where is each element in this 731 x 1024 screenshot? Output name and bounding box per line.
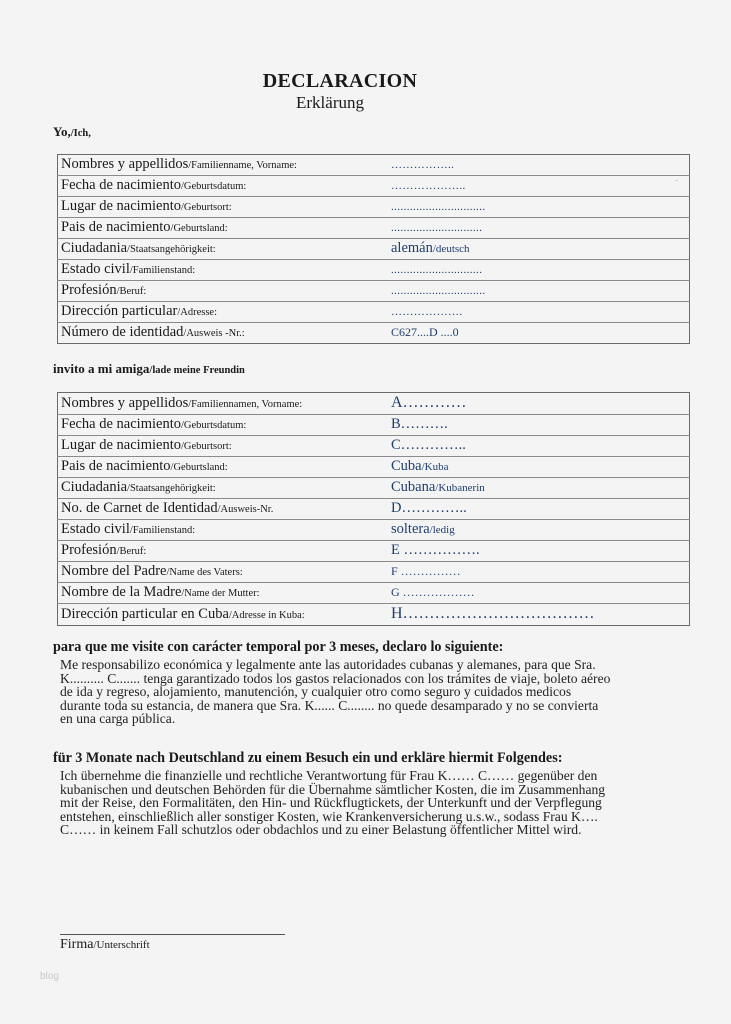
field-value-text: B………. [391,416,448,432]
section-de-body [60,769,700,837]
field-value[interactable] [388,457,690,478]
field-value-text: C………….. [391,437,466,453]
field-value-text: ............................. [391,222,483,234]
field-value-text: ……………….. [391,180,466,192]
field-value[interactable] [388,520,690,541]
field-value[interactable] [388,197,690,218]
field-value-text: …………….. [391,159,455,171]
table-row [58,302,690,323]
field-label-de: /Geburtsland: [170,462,228,473]
field-value[interactable] [388,176,690,197]
field-value[interactable] [388,478,690,499]
declarant-intro [53,124,91,140]
field-value-de: /Kubanerin [435,482,485,494]
paragraph-line: de ida y regreso, alojamiento, manutención, y cualquier otro como seguro y cuidados medicos [60,684,572,700]
field-label [58,478,389,499]
field-label-de: /Familiennamen, Vorname: [188,399,303,410]
table-row [58,323,690,344]
table-row [58,436,690,457]
paragraph-line: entstehen, einschließlich aller sonstiger Kosten, wie Krankenversicherung u.s.w., sodass Frau K…. [60,808,598,824]
field-value[interactable] [388,218,690,239]
invitee-intro-es: invito a mi amiga [53,361,150,376]
field-value-text: D………….. [391,500,467,516]
field-label [58,457,389,478]
field-value[interactable] [388,499,690,520]
field-value-text: E ……………. [391,542,480,558]
invitee-intro [53,361,245,377]
invitee-intro-de: /lade meine Freundin [149,365,245,376]
field-value[interactable] [388,436,690,457]
field-label [58,562,389,583]
field-label [58,260,389,281]
table-row [58,281,690,302]
field-label-de: /Familienstand: [129,265,196,276]
field-label-de: /Adresse: [177,307,218,318]
table-row [58,562,690,583]
paragraph-line: kubanischen und deutschen Behörden für die Übernahme sämtlicher Kosten, die im Zusammenhang [60,781,606,797]
declarant-intro-es: Yo, [53,124,71,139]
field-value[interactable] [388,415,690,436]
field-value-text: Cuba [391,458,422,474]
field-value-de: /ledig [429,524,455,536]
table-row [58,583,690,604]
field-label-de: /Geburtsdatum: [180,420,247,431]
field-label [58,218,389,239]
table-row [58,176,690,197]
field-label-de: /Geburtsdatum: [180,181,247,192]
field-value-text: .............................. [391,285,486,297]
field-label [58,604,389,626]
signature-label [60,937,150,953]
field-label-de: /Beruf: [116,286,147,297]
field-value[interactable] [388,541,690,562]
field-label [58,323,389,344]
field-value-text: H……………………………… [391,605,595,622]
field-label-es: Pais de nacimiento [61,458,171,474]
field-label [58,197,389,218]
field-value-text: G ……………… [391,585,475,599]
field-label [58,176,389,197]
paragraph-line: mit der Reise, den Formalitäten, den Hin- und Rückflugtickets, der Unterkunft und der Verpflegung [60,795,602,811]
invitee-table [57,392,690,626]
field-label-es: No. de Carnet de Identidad [61,500,218,516]
paragraph-line: durante toda su estancia, de manera que Sra. K...... C........ no quede desamparado y no se convierta [60,697,599,713]
field-label-de: /Ausweis-Nr. [217,504,274,515]
field-label-es: Fecha de nacimiento [61,416,181,432]
field-label-es: Dirección particular [61,303,178,319]
field-label-de: /Beruf: [116,546,147,557]
document-title: DECLARACION [262,70,418,92]
field-label-de: /Familienname, Vorname: [188,160,297,171]
field-label-de: /Familienstand: [129,525,196,536]
field-label-es: Lugar de nacimiento [61,437,181,453]
table-row [58,541,690,562]
table-row [58,415,690,436]
field-label [58,239,389,260]
field-value-de: /Kuba [421,461,449,473]
table-row [58,218,690,239]
declarant-table [57,154,690,344]
field-label-es: Lugar de nacimiento [61,198,181,214]
field-value[interactable] [388,323,690,344]
declarant-intro-de: /Ich, [70,128,91,139]
table-row [58,604,690,626]
field-value-text: ………………. [391,306,463,318]
field-label-de: /Geburtsort: [180,441,232,452]
field-label-de: /Ausweis -Nr.: [183,328,245,339]
field-label-es: Ciudadania [61,240,128,256]
field-value[interactable] [388,562,690,583]
field-label-es: Profesión [61,282,117,298]
field-value-text: A………… [391,394,467,411]
table-row [58,155,690,176]
field-label-de: /Geburtsland: [170,223,228,234]
field-label [58,520,389,541]
field-label-es: Número de identidad [61,324,184,340]
field-label [58,393,389,415]
field-value[interactable] [388,260,690,281]
signature-label-es: Firma [60,937,94,952]
field-label [58,436,389,457]
field-label [58,155,389,176]
signature-line [60,934,285,935]
field-label [58,541,389,562]
field-label-es: Ciudadania [61,479,128,495]
field-label [58,583,389,604]
section-es-body [60,658,700,726]
table-row [58,239,690,260]
field-label-es: Profesión [61,542,117,558]
table-row [58,393,690,415]
field-value[interactable] [388,302,690,323]
table-row [58,197,690,218]
field-value[interactable] [388,155,690,176]
field-label-es: Estado civil [61,261,130,277]
field-value[interactable] [388,393,690,415]
paragraph-line: Ich übernehme die finanzielle und rechtliche Verantwortung für Frau K…… C…… gegenüber den [60,768,598,783]
field-label-es: Nombres y appellidos [61,395,189,411]
field-label-es: Estado civil [61,521,130,537]
paragraph-line: en una carga pública. [60,711,176,727]
field-label-de: /Adresse in Kuba: [228,610,305,621]
field-value-text: Cubana [391,479,436,495]
field-value[interactable] [388,281,690,302]
field-label-es: Dirección particular en Cuba [61,606,229,622]
field-value-text: F …………… [391,564,461,578]
document-subtitle: Erklärung [296,93,364,112]
field-label-es: Fecha de nacimiento [61,177,181,193]
field-label-es: Nombres y appellidos [61,156,189,172]
paragraph-line: Me responsabilizo económica y legalmente ante las autoridades cubanas y alemanes, para que Sra. [60,657,596,672]
field-label [58,499,389,520]
field-value[interactable] [388,583,690,604]
field-label-de: /Name der Mutter: [181,588,260,599]
field-value-text: .............................. [391,201,486,213]
scan-speck [675,180,678,181]
field-value-text: ............................. [391,264,483,276]
table-row [58,520,690,541]
field-label [58,302,389,323]
section-de-heading: für 3 Monate nach Deutschland zu einem Besuch ein und erkläre hiermit Folgendes: [53,750,563,766]
field-label-es: Nombre del Padre [61,563,167,579]
table-row [58,260,690,281]
field-label-de: /Staatsangehörigkeit: [127,483,216,494]
field-label-es: Nombre de la Madre [61,584,182,600]
field-value-text: C627....D ....0 [391,325,459,339]
field-label [58,281,389,302]
field-label-de: /Name des Vaters: [166,567,243,578]
signature-label-de: /Unterschrift [93,939,150,951]
table-row [58,499,690,520]
field-label-es: Pais de nacimiento [61,219,171,235]
field-value-text: soltera [391,521,430,537]
field-value[interactable] [388,604,690,626]
watermark: blog [40,971,59,982]
paragraph-line: C…… in keinem Fall schutzlos oder obdachlos und zu einer Belastung öffentlicher Mittel wird. [60,822,582,838]
field-label [58,415,389,436]
paragraph-line: K.......... C....... tenga garantizado todos los gastos relacionados con los trámites de viaje, boleto aéreo [60,670,611,686]
table-row [58,457,690,478]
field-value-text: alemán [391,240,433,256]
field-value-de: /deutsch [432,243,470,255]
field-label-de: /Staatsangehörigkeit: [127,244,216,255]
field-value[interactable] [388,239,690,260]
field-label-de: /Geburtsort: [180,202,232,213]
table-row [58,478,690,499]
section-es-heading: para que me visite con carácter temporal por 3 meses, declaro lo siguiente: [53,639,504,655]
